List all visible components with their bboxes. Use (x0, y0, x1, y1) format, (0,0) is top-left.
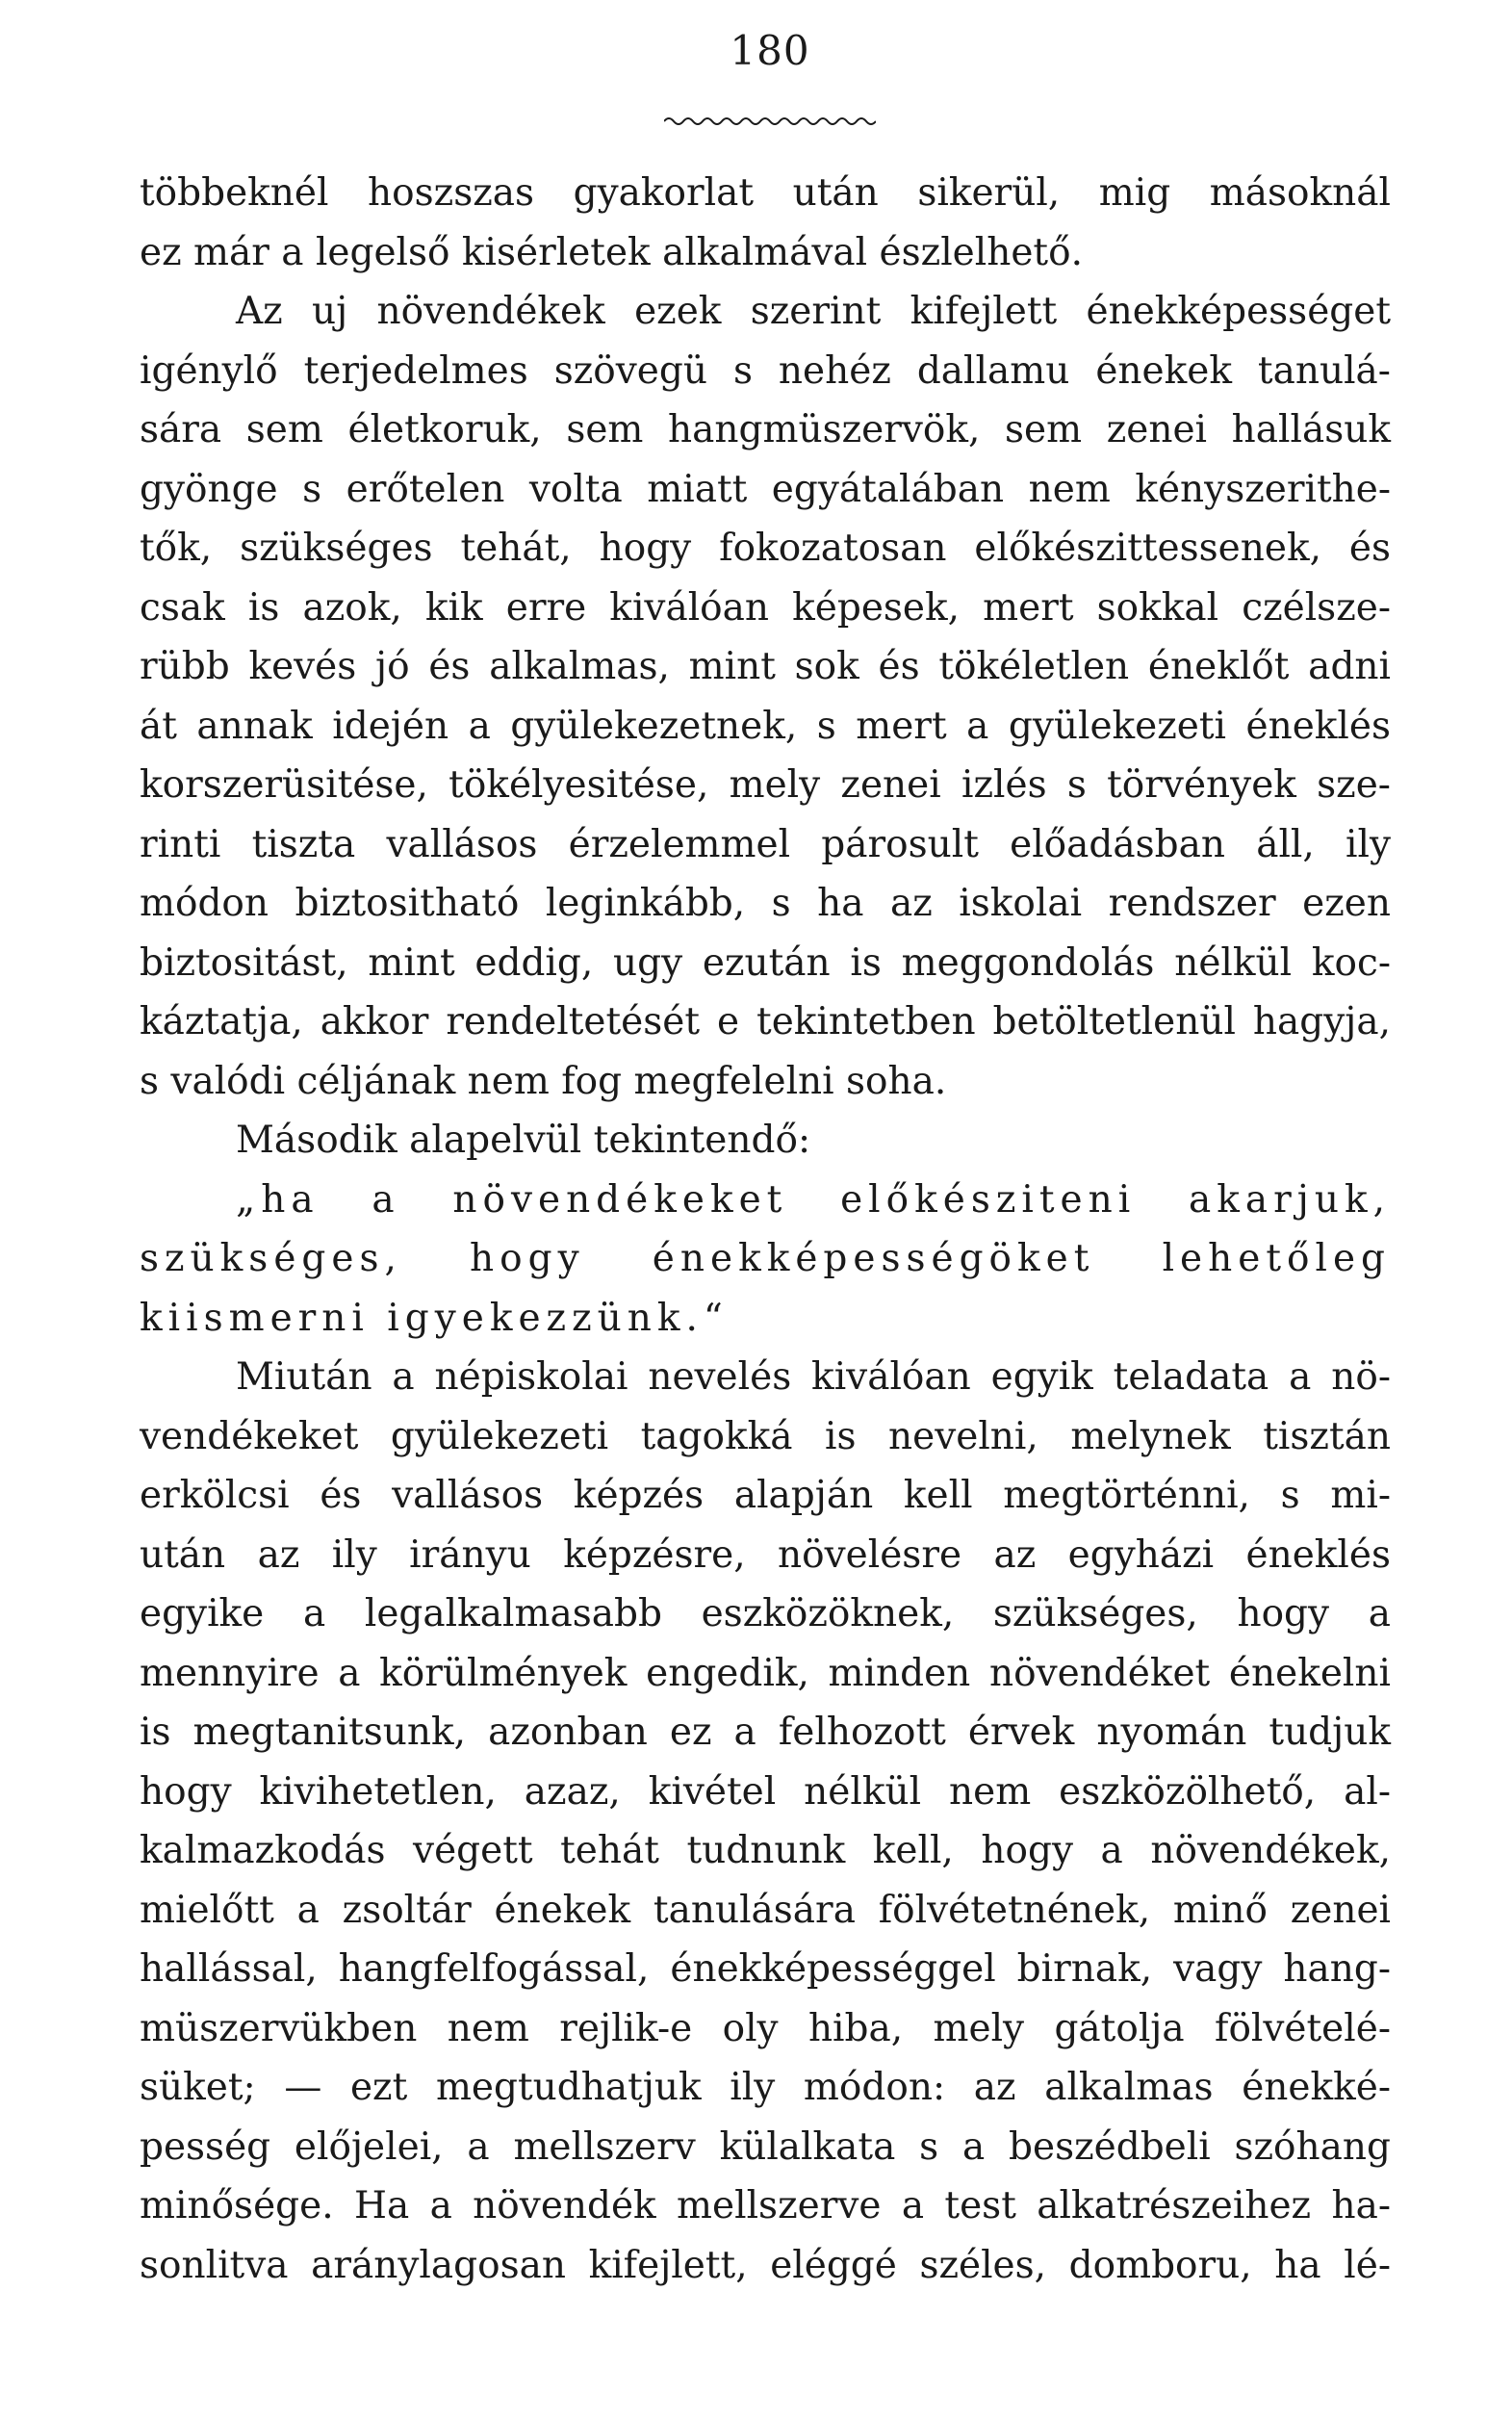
text-line: mennyire a körülmények engedik, minden növendéket énekelni (140, 1651, 1391, 1695)
text-line: s valódi céljának nem fog megfelelni soha. (140, 1059, 947, 1103)
text-line: sonlitva aránylagosan kifejlett, eléggé széles, domboru, ha lé- (140, 2243, 1391, 2287)
text-line: is megtanitsunk, azonban ez a felhozott érvek nyomán tudjuk (140, 1711, 1391, 1754)
text-line: sára sem életkoruk, sem hangmüszervök, sem zenei hallásuk (140, 408, 1391, 451)
principle-quote-line: szükséges, hogy énekképességöket lehetőleg (140, 1237, 1391, 1280)
text-line: többeknél hoszszas gyakorlat után sikerül, mig másoknál (140, 171, 1391, 215)
principle-heading-line: Második alapelvül tekintendő: (236, 1119, 811, 1162)
paragraph-start-line: Az uj növendékek ezek szerint kifejlett énekképességet (236, 290, 1391, 333)
principle-quote-line: kiismerni igyekezzünk.“ (140, 1296, 729, 1340)
text-line: mielőtt a zsoltár énekek tanulására fölvétetnének, minő zenei (140, 1888, 1391, 1932)
page-number: 180 (730, 27, 810, 74)
text-line: minősége. Ha a növendék mellszerve a test alkatrészeihez ha- (140, 2184, 1391, 2227)
text-line: módon biztositható leginkább, s ha az iskolai rendszer ezen (140, 882, 1391, 925)
text-line: biztositást, mint eddig, ugy ezután is meggondolás nélkül koc- (140, 940, 1391, 985)
text-line: át annak idején a gyülekezetnek, s mert a gyülekezeti éneklés (140, 704, 1391, 748)
body-text (140, 164, 1391, 2295)
text-line: pesség előjelei, a mellszerv külalkata s a beszédbeli szóhang (140, 2124, 1391, 2169)
text-line: után az ily irányu képzésre, növelésre az egyházi éneklés (140, 1532, 1391, 1577)
text-line: süket; — ezt megtudhatjuk ily módon: az alkalmas énekké- (140, 2066, 1391, 2109)
text-line: müszervükben nem rejlik-e oly hiba, mely gátolja fölvételé- (140, 2006, 1391, 2050)
text-line: ez már a legelső kisérletek alkalmával észlelhető. (140, 230, 1083, 274)
text-line: korszerüsitése, tökélyesitése, mely zenei izlés s törvények sze- (140, 763, 1391, 807)
text-line: rinti tiszta vallásos érzelemmel párosult előadásban áll, ily (140, 822, 1391, 866)
text-line: csak is azok, kik erre kiválóan képesek, mert sokkal czélsze- (140, 585, 1391, 630)
text-line: hallással, hangfelfogással, énekképességgel birnak, vagy hang- (140, 1947, 1391, 1991)
text-line: egyike a legalkalmasabb eszközöknek, szükséges, hogy a (140, 1592, 1391, 1635)
text-line: tők, szükséges tehát, hogy fokozatosan előkészittessenek, és (140, 527, 1391, 570)
text-line: igénylő terjedelmes szövegü s nehéz dallamu énekek tanulá- (140, 348, 1391, 393)
text-line: kalmazkodás végett tehát tudnunk kell, hogy a növendékek, (140, 1829, 1391, 1872)
text-line: rübb kevés jó és alkalmas, mint sok és tökéletlen éneklőt adni (140, 645, 1391, 688)
text-line: erkölcsi és vallásos képzés alapján kell megtörténni, s mi- (140, 1474, 1391, 1517)
text-line: vendékeket gyülekezeti tagokká is nevelni, melynek tisztán (140, 1414, 1391, 1458)
text-line: hogy kivihetetlen, azaz, kivétel nélkül nem eszközölhető, al- (140, 1769, 1391, 1814)
paragraph-start-line: Miután a népiskolai nevelés kiválóan egyik teladata a nö- (236, 1355, 1391, 1399)
text-line: káztatja, akkor rendeltetését e tekintetben betöltetlenül hagyja, (140, 1000, 1391, 1043)
wavy-ornament-line (664, 114, 876, 129)
principle-quote-line: „ha a növendékeket előkésziteni akarjuk, (236, 1177, 1391, 1222)
text-line: gyönge s erőtelen volta miatt egyátalában nem kényszerithe- (140, 467, 1391, 511)
